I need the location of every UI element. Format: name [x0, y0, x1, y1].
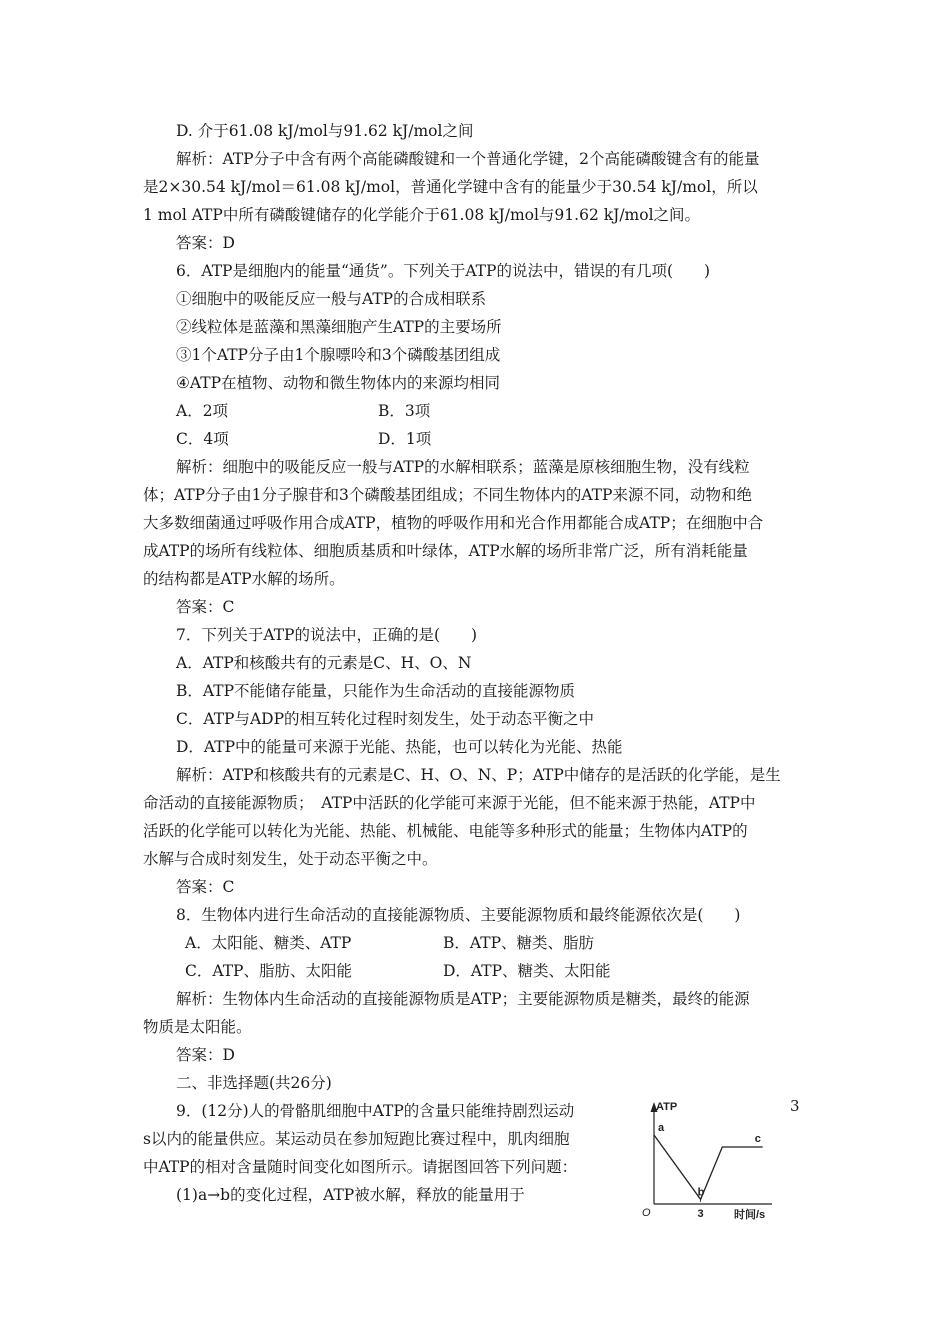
point-label-c: c — [754, 1133, 761, 1145]
q6-analysis-line-3: 大多数细菌通过呼吸作用合成ATP，植物的呼吸作用和光合作用都能合成ATP；在细胞中合 — [143, 514, 764, 532]
q7-option-c: C．ATP与ADP的相互转化过程时刻发生，处于动态平衡之中 — [176, 710, 595, 728]
q8-stem: 8．生物体内进行生命活动的直接能源物质、主要能源物质和最终能源依次是( ) — [176, 906, 741, 924]
x-tick-label: 3 — [697, 1208, 704, 1220]
series-line — [654, 1135, 763, 1199]
q7-option-a: A．ATP和核酸共有的元素是C、H、O、N — [176, 654, 472, 672]
q6-analysis-line-4: 成ATP的场所有线粒体、细胞质基质和叶绿体，ATP水解的场所非常广泛，所有消耗能量 — [143, 542, 748, 560]
q6-analysis-line-2: 体；ATP分子由1分子腺苷和3个磷酸基团组成；不同生物体内的ATP来源不同，动物和绝 — [143, 486, 752, 504]
q5-analysis-line-1: 解析：ATP分子中含有两个高能磷酸键和一个普通化学键，2个高能磷酸键含有的能量 — [176, 150, 760, 168]
q6-option-d: D．1项 — [378, 430, 432, 448]
q7-option-b: B．ATP不能储存能量，只能作为生命活动的直接能源物质 — [176, 682, 576, 700]
q6-item-2: ②线粒体是蓝藻和黑藻细胞产生ATP的主要场所 — [176, 318, 502, 336]
section-heading: 二、非选择题(共26分) — [176, 1074, 332, 1092]
q9-stem-line-2: s以内的能量供应。某运动员在参加短跑比赛过程中，肌肉细胞 — [143, 1130, 570, 1148]
q6-analysis-line-5: 的结构都是ATP水解的场所。 — [143, 570, 345, 588]
q8-analysis-line-1: 解析：生物体内生命活动的直接能源物质是ATP；主要能源物质是糖类，最终的能源 — [176, 990, 750, 1008]
q5-analysis-line-3: 1 mol ATP中所有磷酸键储存的化学能介于61.08 kJ/mol与91.62 kJ/mol之间。 — [143, 206, 701, 224]
q9-stem-line-3: 中ATP的相对含量随时间变化如图所示。请据图回答下列问题： — [143, 1158, 578, 1176]
q6-item-1: ①细胞中的吸能反应一般与ATP的合成相联系 — [176, 290, 487, 308]
q6-option-b: B．3项 — [378, 402, 431, 420]
origin-label: O — [642, 1207, 651, 1219]
q8-analysis-line-2: 物质是太阳能。 — [143, 1018, 252, 1036]
q8-option-a: A．太阳能、糖类、ATP — [185, 934, 352, 952]
atp-chart — [640, 1092, 790, 1222]
q9-stem-line-1: 9．(12分)人的骨骼肌细胞中ATP的含量只能维持剧烈运动 — [176, 1102, 575, 1120]
page-marker: 3 — [790, 1097, 800, 1115]
q9-sub-question-1: (1)a→b的变化过程，ATP被水解，释放的能量用于 — [176, 1186, 525, 1204]
q6-item-3: ③1个ATP分子由1个腺嘌呤和3个磷酸基团组成 — [176, 346, 501, 364]
point-label-a: a — [658, 1122, 665, 1134]
q6-stem: 6．ATP是细胞内的能量“通货”。下列关于ATP的说法中，错误的有几项( ) — [176, 262, 711, 280]
x-axis-label: 时间/s — [734, 1209, 766, 1221]
q8-option-c: C．ATP、脂肪、太阳能 — [185, 962, 352, 980]
q5-answer: 答案：D — [176, 234, 235, 252]
point-label-b: b — [697, 1186, 705, 1199]
q8-answer: 答案：D — [176, 1046, 235, 1064]
q7-stem: 7．下列关于ATP的说法中，正确的是( ) — [176, 626, 478, 644]
q6-option-c: C．4项 — [176, 430, 229, 448]
q8-option-b: B．ATP、糖类、脂肪 — [443, 934, 595, 952]
atp-series — [654, 1122, 763, 1199]
q6-answer: 答案：C — [176, 598, 235, 616]
q7-analysis-line-4: 水解与合成时刻发生，处于动态平衡之中。 — [143, 850, 438, 868]
y-axis-label: ATP — [656, 1101, 678, 1113]
q7-analysis-line-3: 活跃的化学能可以转化为光能、热能、机械能、电能等多种形式的能量；生物体内ATP的 — [143, 822, 748, 840]
q7-option-d: D．ATP中的能量可来源于光能、热能，也可以转化为光能、热能 — [176, 738, 623, 756]
q8-option-d: D．ATP、糖类、太阳能 — [443, 962, 611, 980]
q6-analysis-line-1: 解析：细胞中的吸能反应一般与ATP的水解相联系；蓝藻是原核细胞生物，没有线粒 — [176, 458, 750, 476]
q5-analysis-line-2: 是2×30.54 kJ/mol＝61.08 kJ/mol，普通化学键中含有的能量少于30.54 kJ/mol，所以 — [143, 178, 758, 196]
q7-answer: 答案：C — [176, 878, 235, 896]
q6-option-a: A．2项 — [176, 402, 229, 420]
q6-item-4: ④ATP在植物、动物和微生物体内的来源均相同 — [176, 374, 501, 392]
q7-analysis-line-1: 解析：ATP和核酸共有的元素是C、H、O、N、P；ATP中储存的是活跃的化学能，是生 — [176, 766, 781, 784]
q7-analysis-line-2: 命活动的直接能源物质； ATP中活跃的化学能可来源于光能，但不能来源于热能，ATP中 — [143, 794, 756, 812]
q5-option-d: D. 介于61.08 kJ/mol与91.62 kJ/mol之间 — [176, 122, 474, 140]
